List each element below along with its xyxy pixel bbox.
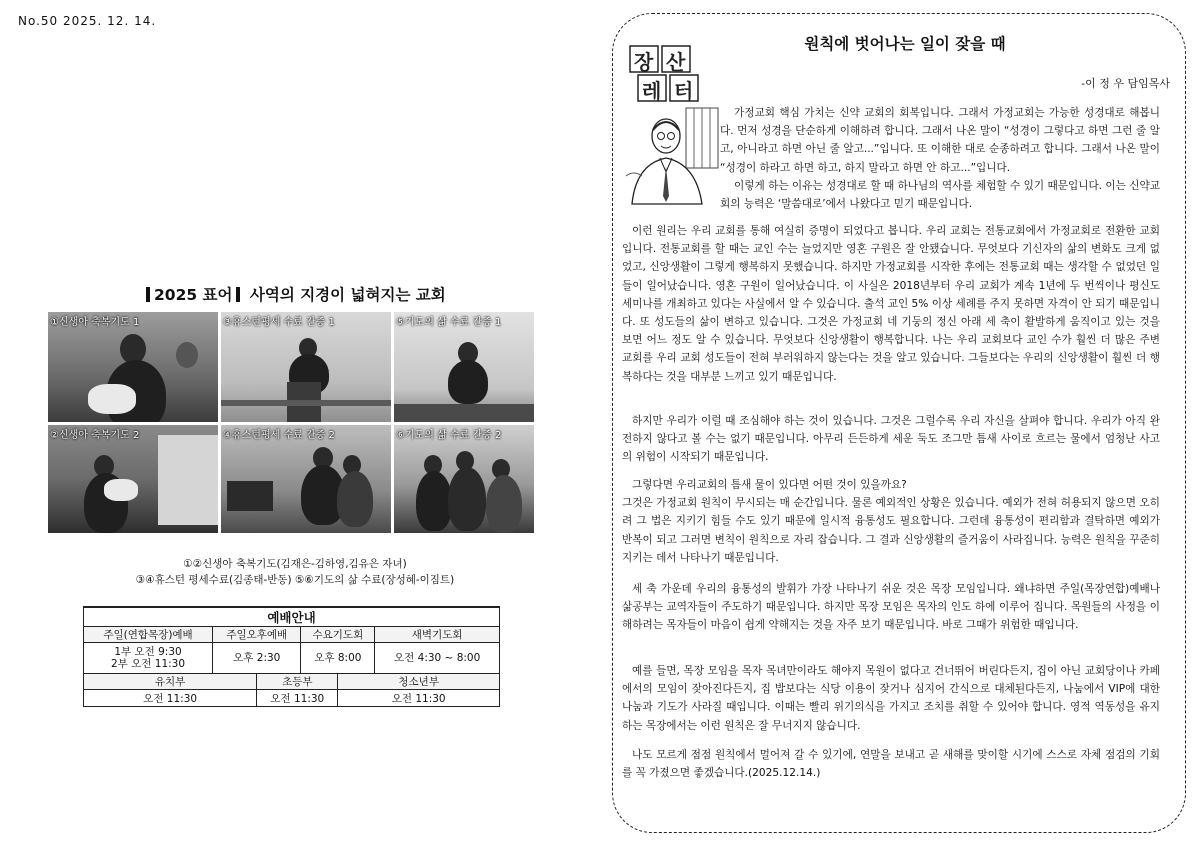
logo-char: 레 [642,79,662,103]
letter-paragraph: 이런 원리는 우리 교회를 통해 여실히 증명이 되었다고 봅니다. 우리 교회는 전통교회에서 가정교회로 전환한 교회입니다. 전통교회를 할 때는 교인 수는 늘었지만 영혼 구원은 잘 안됐습니다. 무엇보다 기신자의 삶의 변화도 크게 없었고, 신앙생활이 그렇게 행복하지 못했습니다. 하지만 가정교회를 시작한 후에는 전통교회 때는 생각할 수 없었던 일들이 일어났습니다. 영혼 구원이 일어났습니다. 이 사실은 2018년부터 우리 교회가 계속 1년에 두 번씩이나 평신도 세미나를 개최하고 있다는 사실에서 알 수 있습니다. 출석 교인 5% 이상 세례를 주지 못하면 자격이 안 되기 때문입니다. 또 성도들의 삶이 변하고 있습니다. 그것은 가정교회 네 기둥의 정신 아래 세 축이 활발하게 움직이고 있는 것을 보면 어느 정도 알 수 있습니다. 무엇보다 신앙생활이 행복합니다. 나는 우리 교회보다 교인 수가 훨씬 더 많은 주변 교회를 우리 교회 성도들이 전혀 부러워하지 않는다는 것을 알고 있습니다. 그들보다는 우리의 신앙생활이 훨씬 더 행복하다는 것을 대부분 느끼고 있기 때문입니다. [622,225,1160,383]
letter-intro-paragraph: 이렇게 하는 이유는 성경대로 할 때 하나님의 역사를 체험할 수 있기 때문입니다. 이는 신약교회의 능력은 ‘말씀대로’에서 나왔다고 믿기 때문입니다. [720,180,1160,211]
photo-caption: ④휴스턴평세 수료 간증 2 [223,430,335,441]
department-header: 청소년부 [338,674,500,690]
photo-caption: ①신생아 축복기도 1 [50,317,140,328]
pastor-portrait-sketch [624,106,720,206]
photo-caption: ⑥기도의 삶 수료 간증 2 [396,430,502,441]
department-header: 유치부 [84,674,257,690]
service-header: 주일오후예배 [213,627,301,643]
photo-captions [60,556,530,588]
department-time: 오전 11:30 [257,690,338,707]
service-schedule-table [83,606,500,707]
bullet-bar-icon [146,287,150,302]
sunday-second-service: 2부 오전 11:30 [111,658,186,670]
letter-paragraph: 예를 들면, 목장 모임을 목자 목녀만이라도 해야지 목원이 없다고 건너뛰어 버린다든지, 집이 아닌 교회당이나 카페에서의 모임이 잦아진다든지, 집 밥보다는 식당 이용이 잦거나 심지어 간식으로 대체된다든지, 나눔에서 VIP에 대한 나눔과 기도가 사라질 때입니다. 이때는 빨리 위기의식을 가지고 조치를 취할 수 있어야 합니다. 영적 역동성을 유지하는 목장에서는 이런 원칙은 잘 무너지지 않습니다. [622,665,1160,732]
service-header: 새벽기도회 [375,627,500,643]
service-table-title: 예배안내 [84,607,500,627]
caption-line: ①②신생아 축복기도(김재은-김하영,김유은 자녀) [183,558,407,570]
logo-char: 산 [666,50,686,74]
photo-caption: ③휴스턴평세 수료 간증 1 [223,317,335,328]
letter-intro-paragraph: 가정교회 핵심 가치는 신약 교회의 회복입니다. 그래서 가정교회는 가능한 성경대로 해봅니다. 먼저 성경을 단순하게 이해하려 합니다. 그래서 나온 말이 “성경이 그렇다고 하면 그런 줄 알고, 아니라고 하면 아닌 줄 알고...”입니다. 또 이해한 대로 순종하려고 합니다. 그래서 나온 말이 “성경이 하라고 하면 하고, 하지 말라고 하면 안 하고...”입니다. [720,107,1160,174]
photo-caption: ⑤기도의 삶 수료 간증 1 [396,317,502,328]
photo-prayer-life-testimony-1 [394,312,534,422]
photo-prayer-life-testimony-2 [394,425,534,533]
photo-grid [48,312,534,536]
photo-houston-testimony-1 [221,312,391,422]
motto-text: 사역의 지경이 넓혀지는 교회 [249,286,446,304]
sunday-service-times [84,643,213,674]
photo-newborn-blessing-1 [48,312,218,422]
letter-paragraph: 나도 모르게 점점 원칙에서 멀어져 갈 수 있기에, 연말을 보내고 곧 새해를 맞이할 시기에 스스로 자체 점검의 기회를 꼭 가졌으면 좋겠습니다.(2025.12.14.) [622,749,1160,780]
issue-number-date: No.50 2025. 12. 14. [18,14,157,28]
photo-caption: ②신생아 축복기도 2 [50,430,140,441]
bullet-bar-icon [236,287,240,302]
department-header: 초등부 [257,674,338,690]
letter-title: 원칙에 벗어나는 일이 잦을 때 [804,35,1006,53]
photo-houston-testimony-2 [221,425,391,533]
column-logo [628,43,708,103]
department-time: 오전 11:30 [84,690,257,707]
service-time: 오후 8:00 [301,643,375,674]
service-time: 오전 4:30 ~ 8:00 [375,643,500,674]
letter-paragraph: 하지만 우리가 이럴 때 조심해야 하는 것이 있습니다. 그것은 그럴수록 우리 자신을 살펴야 합니다. 우리가 아직 완전하지 않다고 볼 수는 없기 때문입니다. 아무리 든든하게 세운 둑도 조그만 틈새 사이로 흐르는 물에서 엄청난 사고의 위험이 시작되기 때문입니다. [622,415,1160,464]
motto-year: 2025 표어 [154,286,233,304]
letter-paragraph: 그렇다면 우리교회의 틈새 물이 있다면 어떤 것이 있을까요? 그것은 가정교회 원칙이 무시되는 매 순간입니다. 물론 예외적인 상황은 있습니다. 예외가 전혀 허용되지 않으면 오히려 그 법은 지키기 힘들 수도 있기 때문에 일시적 융통성도 필요합니다. 그런데 융통성이 편리함과 결탁하면 예외가 반복이 되고 그러면 변칙이 원칙으로 자리 잡습니다. 그 결과 신앙생활의 즐거움이 사라집니다. 능력은 원칙을 꾸준히 지키는 데서 나타나기 때문입니다. [622,479,1160,564]
logo-char: 장 [634,50,654,74]
logo-char: 터 [674,79,694,103]
letter-author: -이 정 우 담임목사 [1081,77,1170,90]
sunday-first-service: 1부 오전 9:30 [114,646,182,658]
caption-line: ③④휴스턴 평세수료(김종태-반동) ⑤⑥기도의 삶 수료(장성혜-이짐트) [135,574,455,586]
motto-heading [142,283,482,305]
letter-paragraph: 세 축 가운데 우리의 융통성의 발휘가 가장 나타나기 쉬운 것은 목장 모임입니다. 왜냐하면 주일(목장연합)예배나 삶공부는 교역자들이 주도하기 때문입니다. 하지만 목장 모임은 목자의 인도 하에 이루어 집니다. 목원들의 사정을 이해하려는 목자들이 마음이 쉽게 약해지는 것을 자주 보기 때문입니다. 바로 그때가 위험한 때입니다. [622,583,1160,632]
service-header: 수요기도회 [301,627,375,643]
department-time: 오전 11:30 [338,690,500,707]
service-time: 오후 2:30 [213,643,301,674]
photo-newborn-blessing-2 [48,425,218,533]
service-header: 주일(연합목장)예배 [84,627,213,643]
